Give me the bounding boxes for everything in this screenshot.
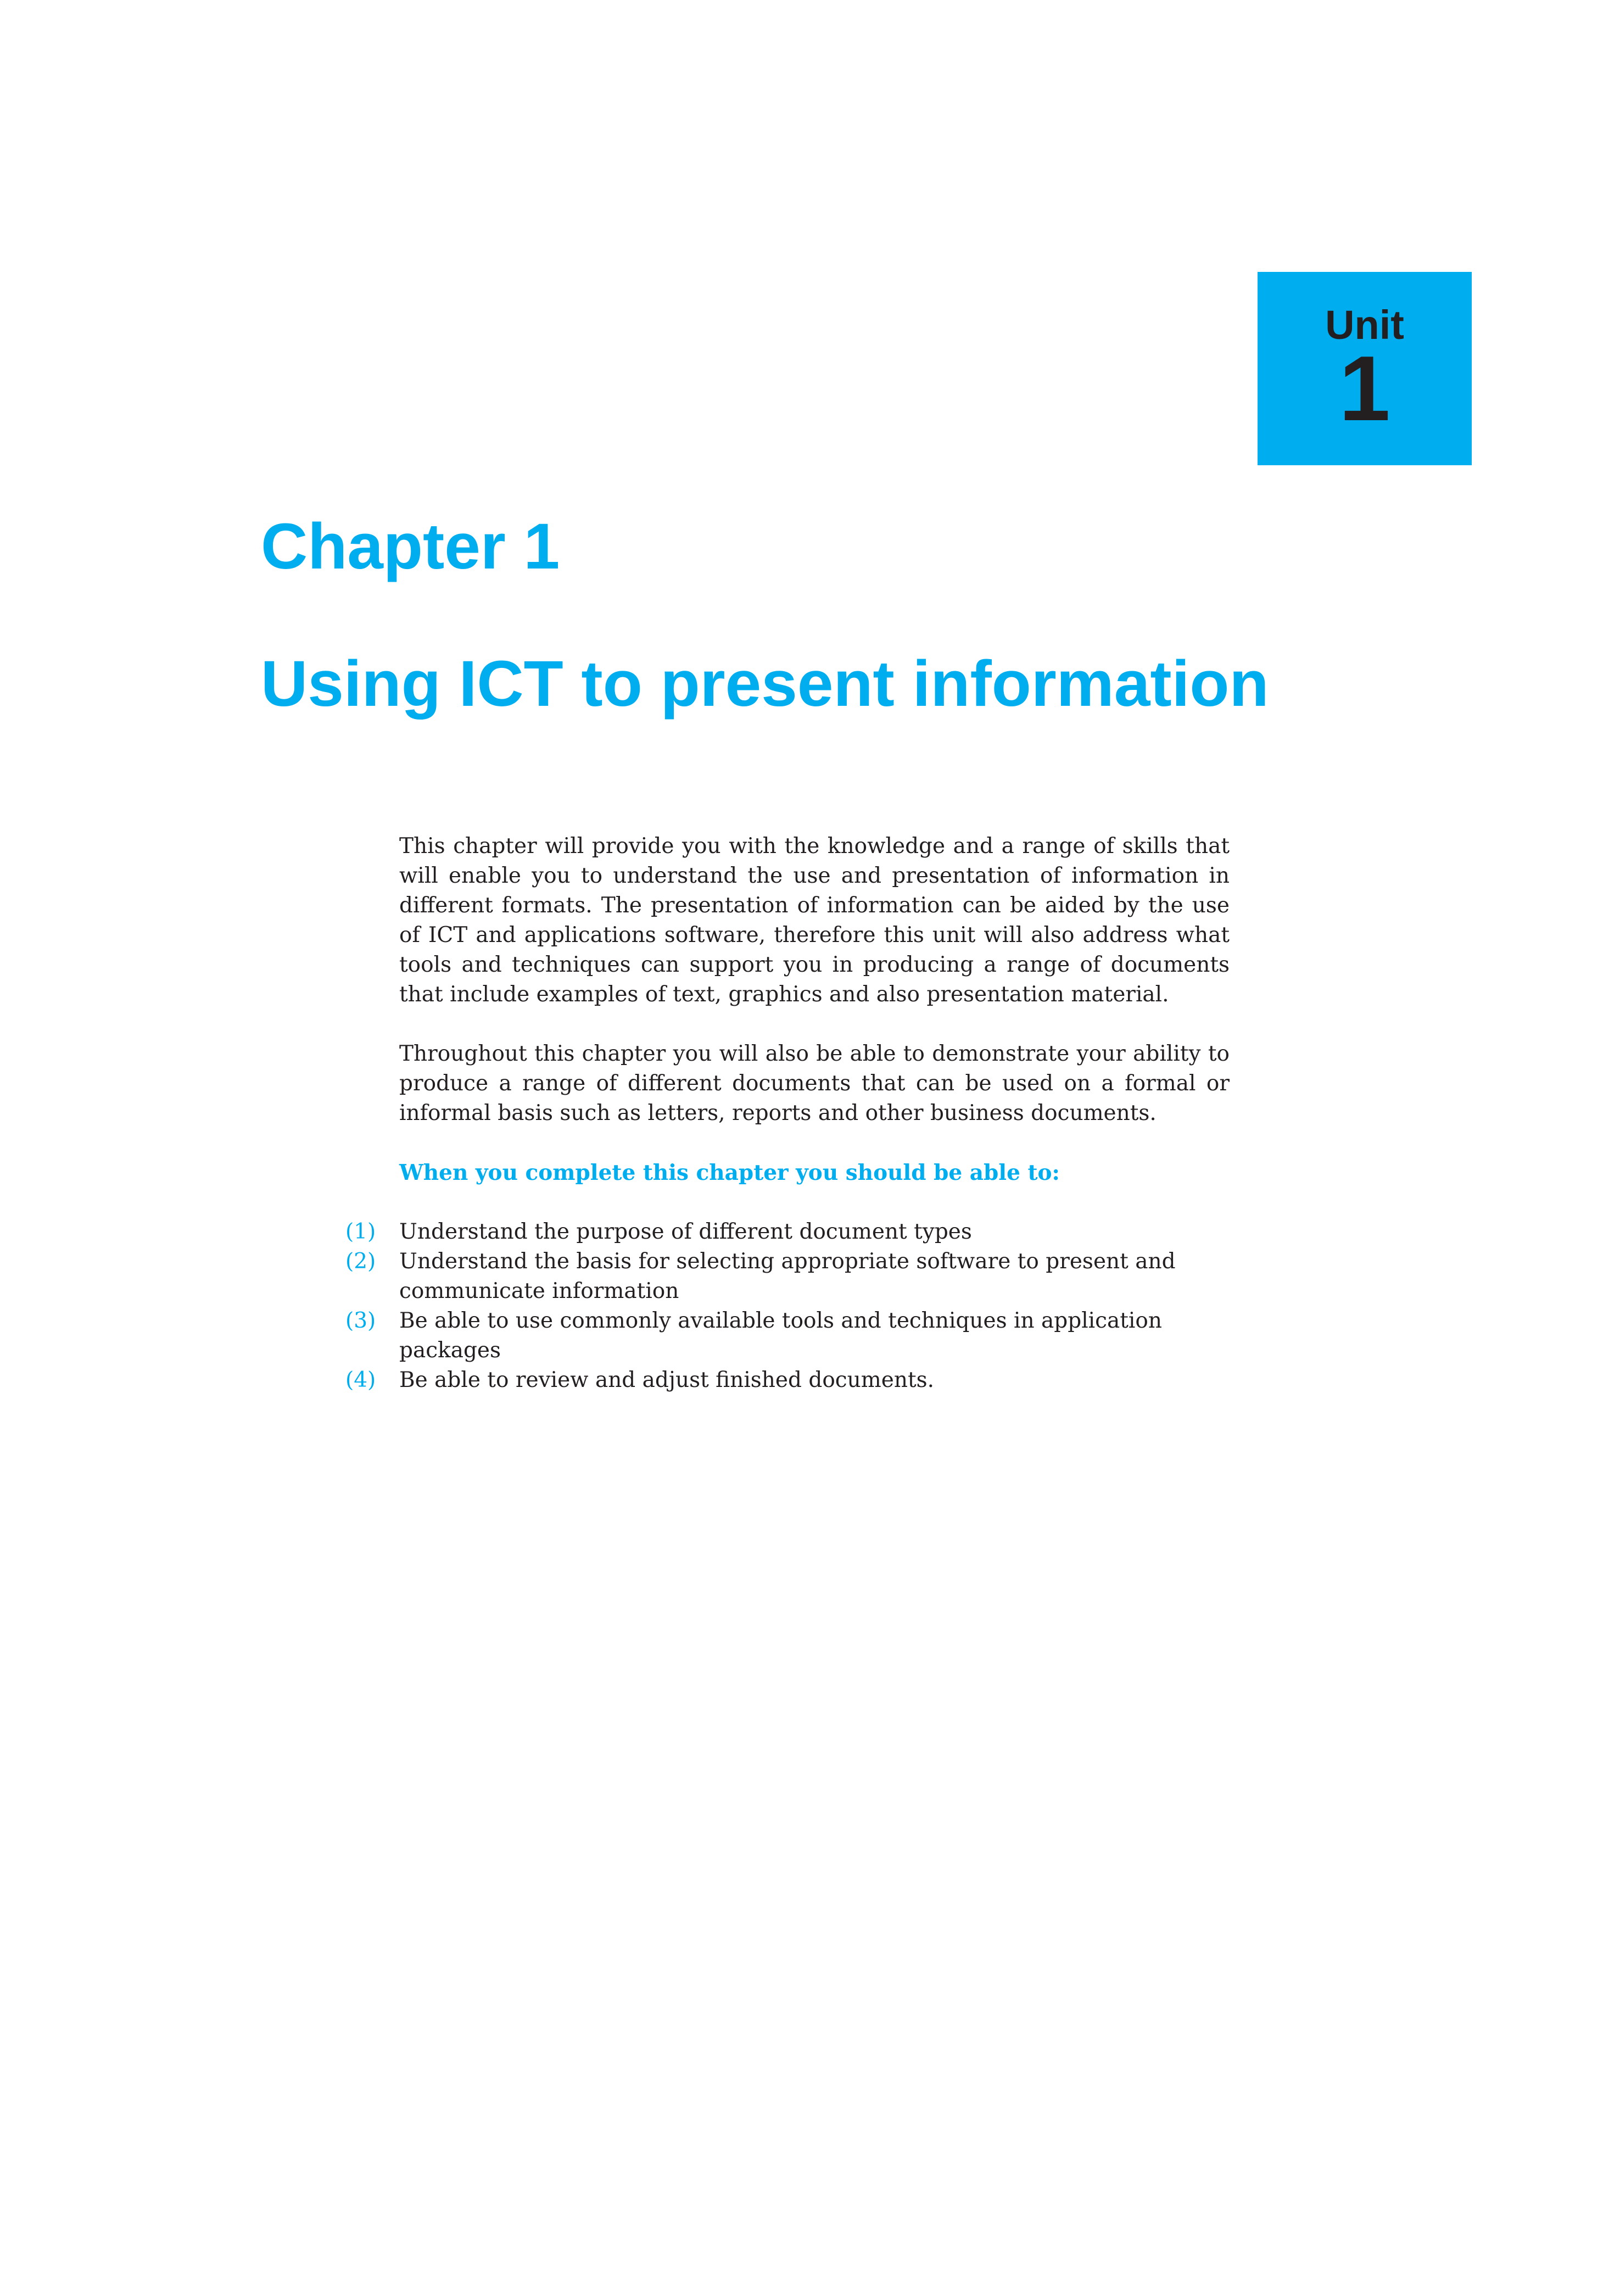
learning-outcomes-heading: When you complete this chapter you should be able to: — [399, 1160, 1060, 1185]
outcome-number: (4) — [345, 1368, 376, 1392]
outcome-text: Be able to review and adjust finished documents. — [399, 1368, 935, 1392]
learning-outcome-item — [345, 1306, 1230, 1366]
intro-paragraph: Throughout this chapter you will also be able to demonstrate your ability to produce a range of different documents that can be used on a formal or informal basis such as letters, reports and other business documents. — [399, 1041, 1230, 1125]
learning-outcome-item — [345, 1247, 1230, 1306]
unit-badge — [1258, 272, 1472, 465]
intro-paragraph: This chapter will provide you with the knowledge and a range of skills that will enable you to understand the use and presentation of information in different formats. The presentation of information can be aided by the use of ICT and applications software, therefore this unit will also address what tools and techniques can support you in producing a range of documents that include examples of text, graphics and also presentation material. — [399, 834, 1230, 1007]
chapter-intro — [345, 832, 1230, 1395]
learning-outcomes-list — [345, 1217, 1230, 1395]
chapter-number-heading: Chapter 1 — [261, 510, 560, 583]
unit-label: Unit — [1325, 302, 1404, 348]
outcome-text: Be able to use commonly available tools and techniques in application packages — [399, 1308, 1162, 1363]
unit-number: 1 — [1339, 337, 1390, 440]
chapter-title: Using ICT to present information — [261, 648, 1269, 720]
outcome-text: Understand the purpose of different document types — [399, 1219, 972, 1244]
outcome-text: Understand the basis for selecting appropriate software to present and communicate information — [399, 1249, 1176, 1303]
learning-outcome-item — [345, 1366, 1230, 1395]
outcome-number: (1) — [345, 1219, 376, 1244]
outcome-number: (3) — [345, 1308, 376, 1333]
learning-outcome-item — [345, 1217, 1230, 1247]
outcome-number: (2) — [345, 1249, 376, 1274]
